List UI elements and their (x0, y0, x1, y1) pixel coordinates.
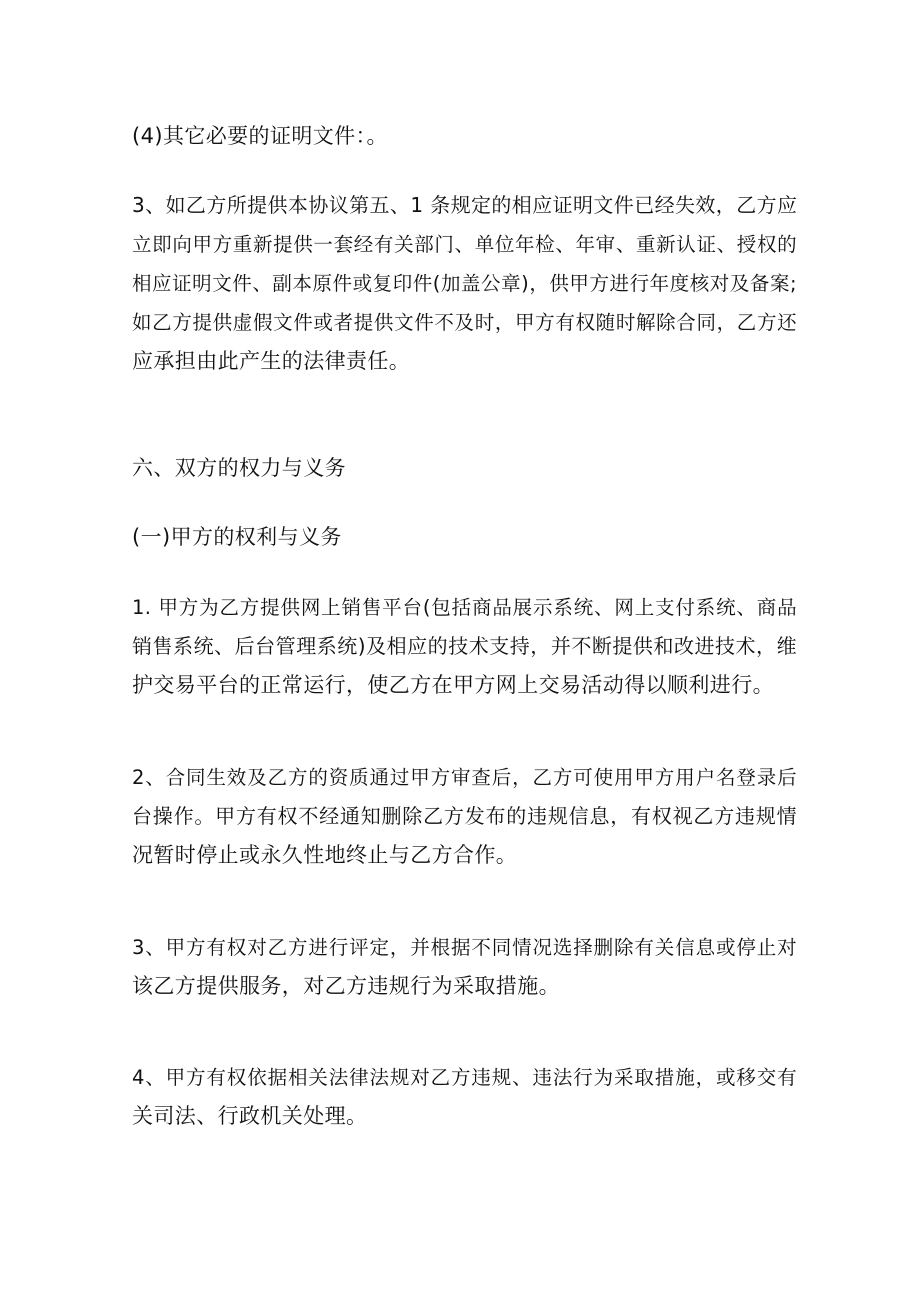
text-line: 如乙方提供虚假文件或者提供文件不及时，甲方有权随时解除合同，乙方还 (132, 311, 797, 334)
text-line: 护交易平台的正常运行，使乙方在甲方网上交易活动得以顺利进行。 (132, 673, 774, 697)
subsection-heading-party-a (132, 518, 797, 557)
text-line: 2、合同生效及乙方的资质通过甲方审查后，乙方可使用甲方用户名登录后 (132, 766, 797, 789)
text-line: 3、如乙方所提供本协议第五、1 条规定的相应证明文件已经失效，乙方应 (132, 193, 798, 217)
text-line: 销售系统、后台管理系统)及相应的技术支持，并不断提供和改进技术，维 (132, 634, 797, 658)
text-line: 立即向甲方重新提供一套经有关部门、单位年检、年审、重新认证、授权的 (132, 233, 797, 256)
paragraph-sales-platform (132, 588, 797, 705)
text-line: 况暂时停止或永久性地终止与乙方合作。 (132, 843, 518, 867)
paragraph-other-documents (132, 117, 797, 156)
text-line: 台操作。甲方有权不经通知删除乙方发布的违规信息，有权视乙方违规情 (132, 804, 797, 828)
paragraph-evaluation (132, 928, 797, 1006)
text-line: 3、甲方有权对乙方进行评定，并根据不同情况选择删除有关信息或停止对 (132, 936, 797, 959)
section-heading-rights-obligations (132, 449, 797, 488)
paragraph-legal-measures (132, 1058, 797, 1136)
text-line: 4、甲方有权依据相关法律法规对乙方违规、违法行为采取措施，或移交有 (132, 1066, 797, 1089)
text-line: (4)其它必要的证明文件：。 (132, 124, 388, 148)
text-line: 该乙方提供服务，对乙方违规行为采取措施。 (132, 974, 560, 998)
paragraph-expired-certificates (132, 186, 797, 381)
text-line: 相应证明文件、副本原件或复印件(加盖公章)，供甲方进行年度核对及备案; (132, 272, 797, 295)
text-line: 应承担由此产生的法律责任。 (132, 349, 411, 373)
text-line: 关司法、行政机关处理。 (132, 1104, 368, 1128)
text-line: 六、双方的权力与义务 (132, 456, 346, 480)
text-line: 1. 甲方为乙方提供网上销售平台(包括商品展示系统、网上支付系统、商品 (132, 596, 797, 619)
paragraph-contract-effect (132, 758, 797, 875)
text-line: (一)甲方的权利与义务 (132, 525, 342, 549)
